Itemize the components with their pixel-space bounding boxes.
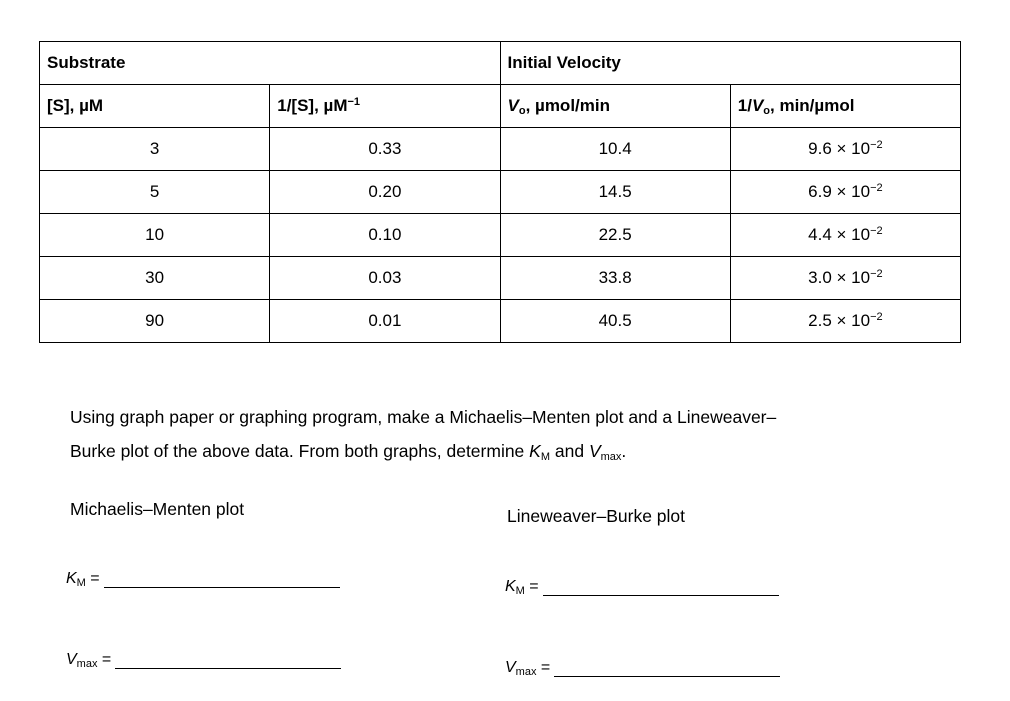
inv-v0-cell: $9.6 \times 10^{-2}$ [730, 128, 960, 171]
v0-cell: 22.5 [500, 214, 730, 257]
inv-s-cell: 0.01 [270, 300, 500, 343]
inv-v0-cell: $2.5 \times 10^{-2}$ [730, 300, 960, 343]
lineweaver-burke-heading: Lineweaver–Burke plot [507, 506, 686, 526]
table-row [40, 300, 961, 343]
lb-km-answer: $K_M$ = [505, 578, 779, 596]
v0-cell: 14.5 [500, 171, 730, 214]
michaelis-menten-heading: Michaelis–Menten plot [70, 499, 245, 519]
initial-velocity-header: Initial Velocity [500, 42, 961, 85]
group-header-row [40, 42, 961, 85]
v0-column-header: $V_o$, µmol/min [500, 85, 730, 128]
mm-vmax-blank[interactable] [115, 654, 341, 669]
inv-s-column-header: 1/[S], µM$^{-1}$ [270, 85, 500, 128]
v0-cell: 33.8 [500, 257, 730, 300]
inv-s-cell: 0.20 [270, 171, 500, 214]
instructions-line-1: Using graph paper or graphing program, make a Michaelis–Menten plot and a Lineweaver– [70, 407, 777, 427]
mm-vmax-answer: $V_{max}$ = [66, 651, 341, 669]
inv-s-cell: 0.33 [270, 128, 500, 171]
s-cell: 3 [40, 128, 270, 171]
lb-vmax-answer: $V_{max}$ = [505, 659, 780, 677]
table-row [40, 171, 961, 214]
table-row [40, 214, 961, 257]
inv-s-cell: 0.10 [270, 214, 500, 257]
inv-v0-cell: $6.9 \times 10^{-2}$ [730, 171, 960, 214]
lb-vmax-blank[interactable] [554, 662, 780, 677]
mm-km-blank[interactable] [104, 573, 340, 588]
substrate-header: Substrate [40, 42, 501, 85]
s-cell: 30 [40, 257, 270, 300]
data-table [39, 41, 961, 343]
lb-km-blank[interactable] [543, 581, 779, 596]
mm-km-answer: $K_M$ = [66, 570, 340, 588]
inv-s-cell: 0.03 [270, 257, 500, 300]
column-header-row [40, 85, 961, 128]
inv-v0-column-header: $1/V_o$, min/µmol [730, 85, 960, 128]
s-cell: 5 [40, 171, 270, 214]
table-row [40, 128, 961, 171]
v0-cell: 40.5 [500, 300, 730, 343]
table-row [40, 257, 961, 300]
instructions-text [70, 400, 950, 468]
s-cell: 10 [40, 214, 270, 257]
v0-cell: 10.4 [500, 128, 730, 171]
inv-v0-cell: $3.0 \times 10^{-2}$ [730, 257, 960, 300]
instructions-line-2: Burke plot of the above data. From both graphs, determine $K_M$ and $V_{max}$. [70, 441, 627, 463]
s-column-header: [S], µM [40, 85, 270, 128]
inv-v0-cell: $4.4 \times 10^{-2}$ [730, 214, 960, 257]
s-cell: 90 [40, 300, 270, 343]
